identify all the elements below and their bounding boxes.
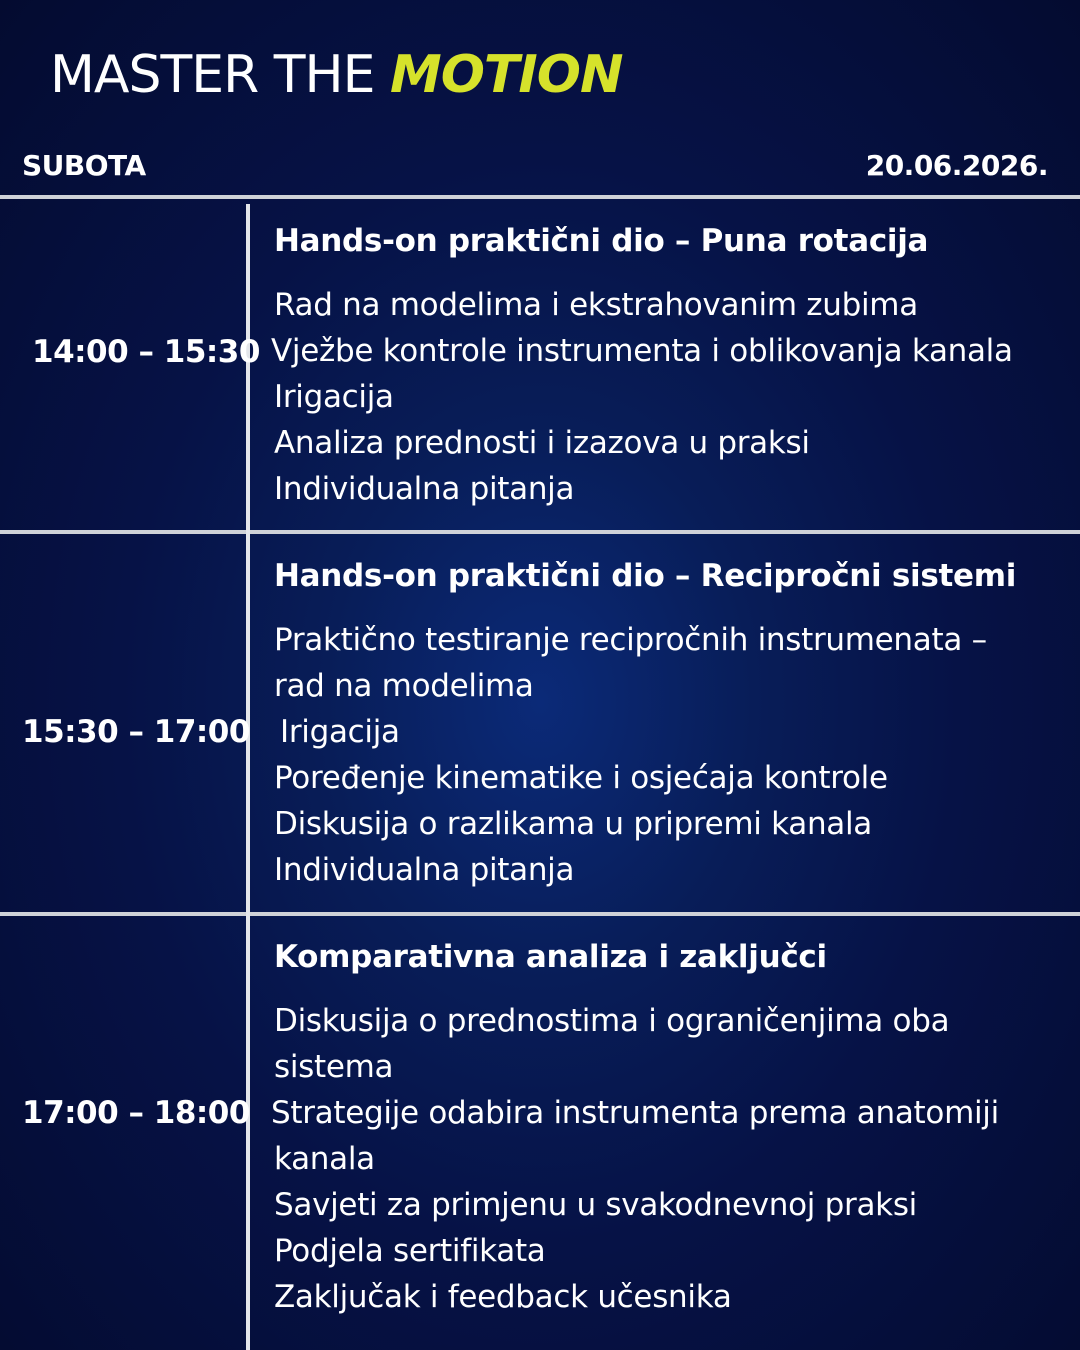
list-item: Individualna pitanja: [274, 852, 575, 888]
session-title: Hands-on praktični dio – Recipročni sistemi: [274, 558, 1017, 594]
list-item: Praktično testiranje recipročnih instrumenata –: [274, 622, 987, 658]
list-item: Savjeti za primjenu u svakodnevnoj praksi: [274, 1187, 917, 1223]
list-item: Podjela sertifikata: [274, 1233, 546, 1269]
session-items: [271, 282, 1054, 512]
list-item: Strategije odabira instrumenta prema anatomiji: [271, 1095, 999, 1131]
session-time: 14:00 – 15:30: [32, 334, 260, 370]
session-title: Komparativna analiza i zaključci: [274, 939, 827, 975]
session-time: 17:00 – 18:00: [22, 1095, 250, 1131]
session-time: 15:30 – 17:00: [22, 714, 250, 750]
list-item: kanala: [274, 1141, 375, 1177]
header-divider: [0, 195, 1080, 199]
list-item: Poređenje kinematike i osjećaja kontrole: [274, 760, 888, 796]
title-accent: MOTION: [389, 45, 623, 105]
session-title: Hands-on praktični dio – Puna rotacija: [274, 223, 929, 259]
list-item: Rad na modelima i ekstrahovanim zubima: [274, 287, 918, 323]
list-item: Diskusija o razlikama u pripremi kanala: [274, 806, 872, 842]
session-items: [271, 998, 1054, 1320]
list-item: Diskusija o prednostima i ograničenjima oba: [274, 1003, 950, 1039]
day-label: SUBOTA: [22, 149, 146, 182]
column-divider: [246, 204, 250, 1350]
list-item: rad na modelima: [274, 668, 534, 704]
session-divider: [0, 530, 1080, 534]
page-title: [50, 44, 622, 106]
list-item: Irigacija: [280, 714, 400, 750]
title-prefix: MASTER THE: [50, 45, 375, 105]
list-item: Irigacija: [274, 379, 394, 415]
list-item: sistema: [274, 1049, 394, 1085]
date-label: 20.06.2026.: [865, 149, 1048, 182]
list-item: Vježbe kontrole instrumenta i oblikovanja kanala: [271, 333, 1013, 369]
session-items: [274, 617, 1054, 893]
list-item: Analiza prednosti i izazova u praksi: [274, 425, 810, 461]
session-divider: [0, 912, 1080, 916]
list-item: Individualna pitanja: [274, 471, 575, 507]
list-item: Zaključak i feedback učesnika: [274, 1279, 732, 1315]
